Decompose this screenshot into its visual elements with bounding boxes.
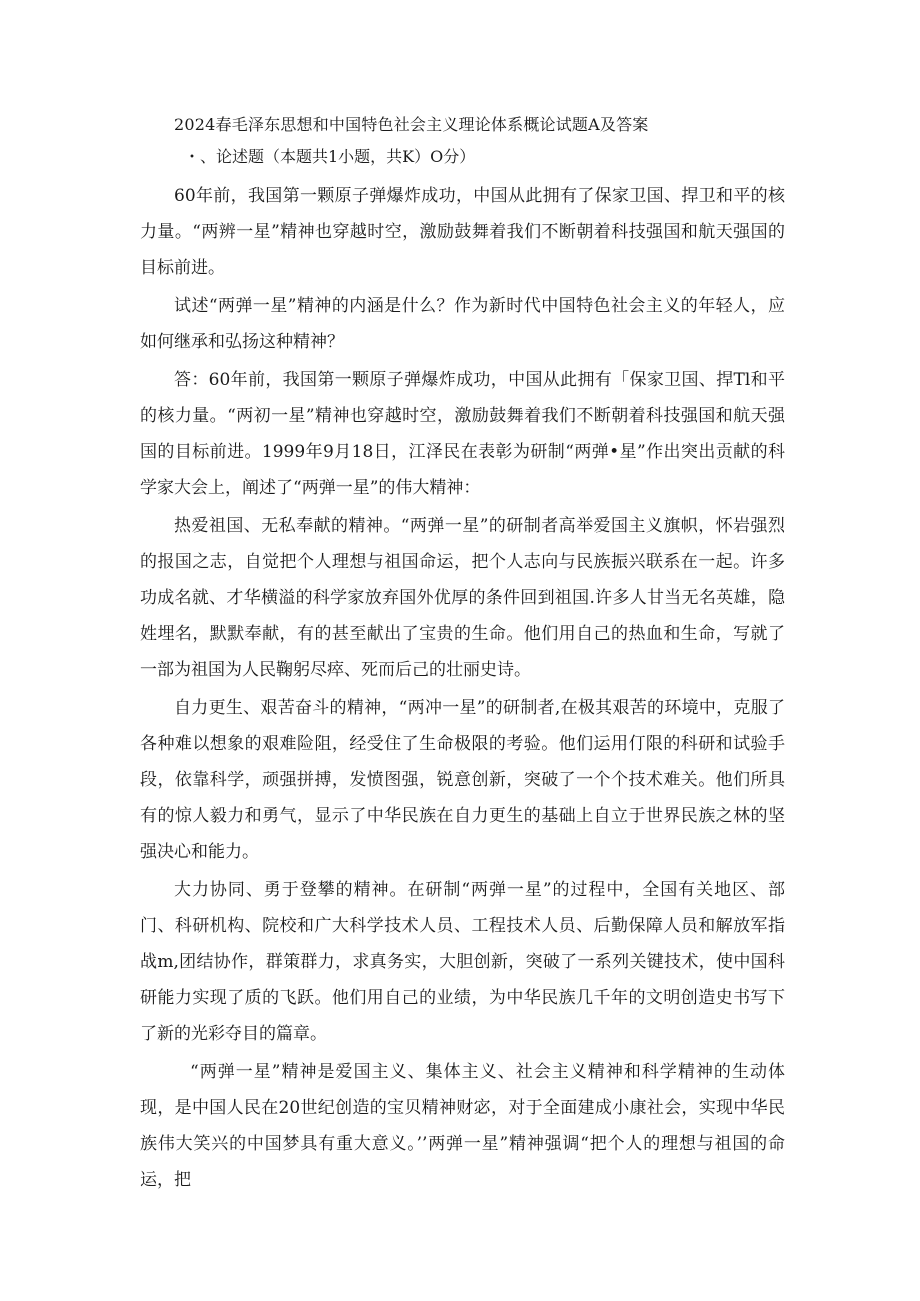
- intro-paragraph: 60年前，我国第一颗原子弹爆炸成功，中国从此拥有了保家卫国、捍卫和平的核力量。“两辨一星”精神也穿越时空，激励鼓舞着我们不断朝着科技强国和航天强国的目标前进。: [140, 186, 785, 278]
- section-heading: ・、论述题（本题共1小题，共K）O分）: [184, 147, 476, 166]
- spirit-patriotism-paragraph: 热爱祖国、无私奉献的精神。“两弹一星”的研制者高举爱国主义旗帜，怀岩强烈的报国之志，自觉把个人理想与祖国命运，把个人志向与民族振兴联系在一起。许多功成名就、才华横溢的科学家放弃国外优厚的条件回到祖国.许多人甘当无名英雄，隐姓埋名，默默奉献，有的甚至献出了宝贵的生命。他们用自己的热血和生命，写就了一部为祖国为人民鞠躬尽瘁、死而后己的壮丽史诗。: [140, 516, 785, 680]
- question-paragraph: 试述“两弹一星”精神的内涵是什么？作为新时代中国特色社会主义的年轻人，应如何继承和弘扬这种精神？: [140, 296, 785, 352]
- spirit-self-reliance-paragraph: 自力更生、艰苦奋斗的精神，“两冲一星”的研制者,在极其艰苦的环境中，克服了各种难以想象的艰难险阻，经受住了生命极限的考验。他们运用仃限的科研和试验手段，依靠科学，顽强拼搏，发愤图强，锐意创新，突破了一个个技术难关。他们所具有的惊人毅力和勇气，显示了中华民族在自力更生的基础上自立于世界民族之林的坚强决心和能力。: [140, 698, 785, 862]
- answer-paragraph: 答：60年前，我国第一颗原子弹爆炸成功，中国从此拥有「保家卫国、捍Tl和平的核力量。“两初一星”精神也穿越时空，激励鼓舞着我们不断朝着科技强国和航天强国的目标前进。1999年9月18日，江泽民在表彰为研制“两弹•星”作出突出贡献的科学家大会上，阐述了“两弹一星”的伟大精神：: [140, 370, 785, 498]
- spirit-collaboration-paragraph: 大力协同、勇于登攀的精神。在研制“两弹一星”的过程中，全国有关地区、部门、科研机构、院校和广大科学技术人员、工程技术人员、后勤保障人员和解放军指战m,团结协作，群策群力，求真务实，大胆创新，突破了一系列关键技术，使中国科研能力实现了质的飞跃。他们用自己的业绩，为中华民族几千年的文明创造史书写下了新的光彩夺目的篇章。: [140, 880, 785, 1044]
- document-title: 2024春毛泽东思想和中国特色社会主义理论体系概论试题A及答案: [174, 115, 649, 134]
- summary-paragraph: “两弹一星”精神是爱国主义、集体主义、社会主义精神和科学精神的生动体现，是中国人民在20世纪创造的宝贝精神财宓，对于全面建成小康社会，实现中华民族伟大笑兴的中国梦具有重大意义。’’两弹一星”精神强调“把个人的理想与祖国的命运，把: [140, 1062, 785, 1190]
- document-page: [140, 112, 785, 1200]
